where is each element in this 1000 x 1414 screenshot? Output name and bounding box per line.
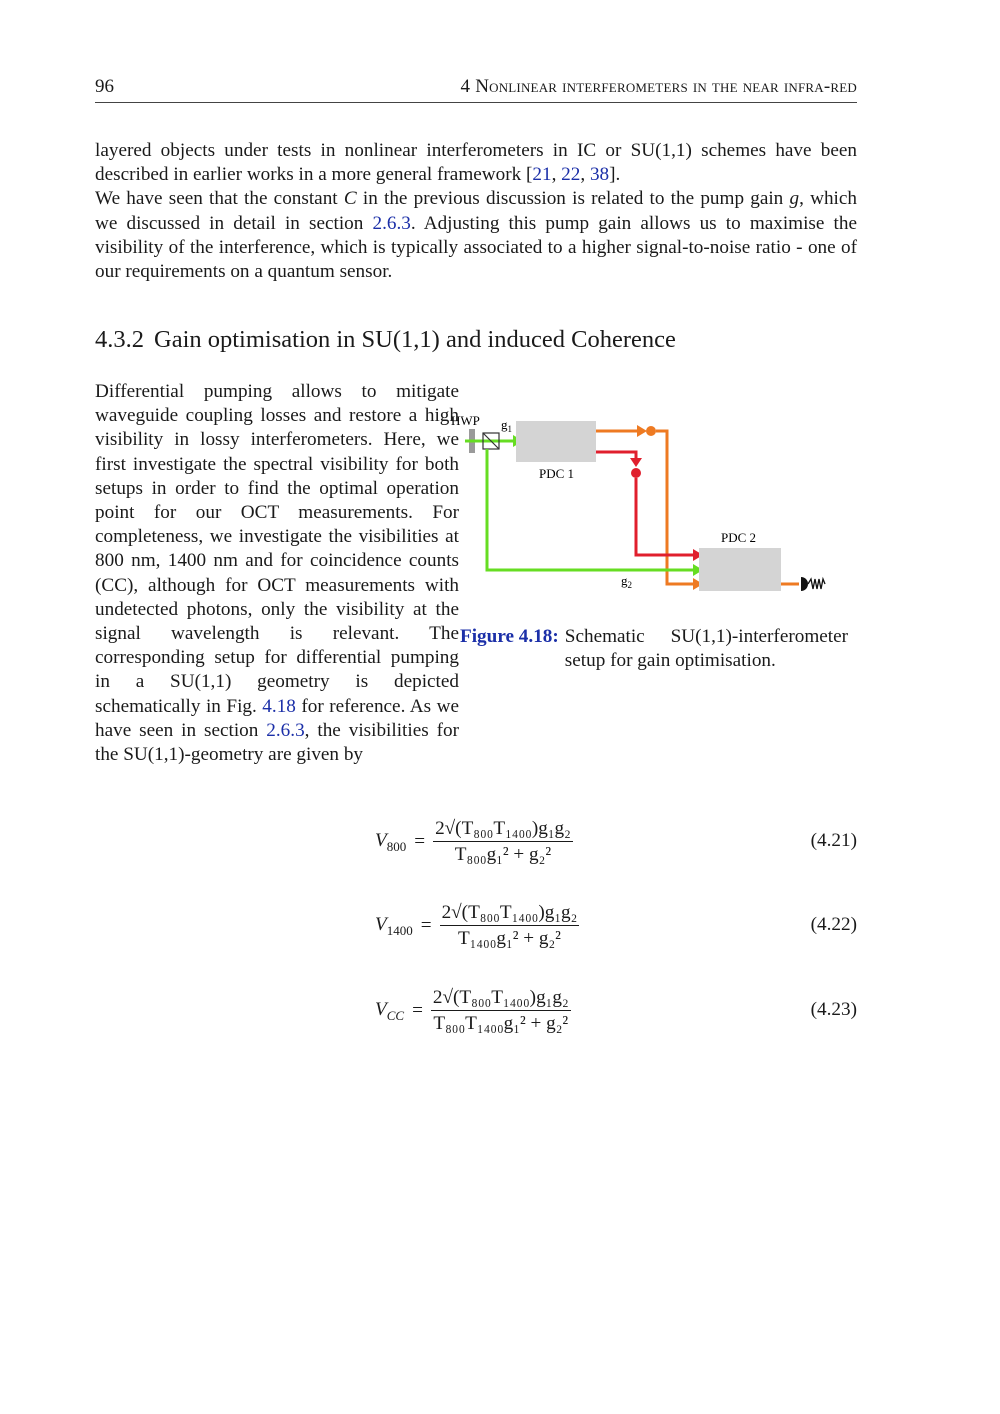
idler-mirror xyxy=(631,468,641,478)
signal-arrow-1 xyxy=(637,425,647,437)
detector-icon xyxy=(801,577,808,591)
pdc1-label: PDC 1 xyxy=(539,466,575,481)
intro-p1-end: ]. xyxy=(609,164,621,186)
page xyxy=(95,0,857,1414)
pdc2-label: PDC 2 xyxy=(721,530,757,545)
idler-arrow-1 xyxy=(630,458,642,467)
idler-beam-path xyxy=(636,478,693,555)
intro-p2-text-a: We have seen that the constant xyxy=(95,188,344,210)
g1-label: $g_1$ xyxy=(501,417,512,434)
equation-number: (4.21) xyxy=(810,830,857,851)
eq-denominator: T₈₀₀g₁² + g₂² xyxy=(454,844,552,865)
eq-denominator: T₈₀₀T₁₄₀₀g₁² + g₂² xyxy=(433,1013,569,1034)
figure-caption-text: Schematic SU(1,1)-interferometer setup for gain optimisation. xyxy=(564,626,848,672)
section-ref-2-6-3-b[interactable]: 2.6.3 xyxy=(266,719,305,741)
intro-paragraph-2 xyxy=(95,187,857,284)
equation-4-23 xyxy=(95,981,857,1041)
eq-numerator: 2√(T₈₀₀T₁₄₀₀)g₁g₂ xyxy=(431,987,571,1011)
intro-paragraph-1: layered objects under tests in nonlinear interferometers in IC or SU(1,1) schemes have been described in earlier works in a more general framework [21, 22, 38]. xyxy=(95,140,857,186)
equation-number: (4.22) xyxy=(810,914,857,935)
eq-sign: = xyxy=(420,915,432,936)
gain-g: g xyxy=(789,188,800,210)
signal-beam-path xyxy=(656,431,693,584)
figure-4-18 xyxy=(451,380,857,720)
setup-schematic xyxy=(451,404,851,624)
eq-fraction xyxy=(431,987,571,1035)
section-heading xyxy=(95,326,676,354)
section-body xyxy=(95,380,857,767)
intro-p2-text-d: . Adjusting this pump gain allows us to maximise the visibility of the interference, which is typically associated to a higher signal-to-noise ratio - one of our requirements on a quantum sensor. xyxy=(95,212,857,283)
pdc2-crystal xyxy=(699,548,781,591)
g2-label: $g_2$ xyxy=(621,573,632,590)
equation-4-21 xyxy=(95,812,857,872)
section-number: 4.3.2 xyxy=(95,326,144,353)
eq-lhs: $V_{800}$ xyxy=(375,829,407,854)
constant-c: C xyxy=(343,188,357,210)
running-header xyxy=(95,76,857,103)
eq-sign: = xyxy=(412,1000,423,1021)
eq-lhs: $V_{CC}$ xyxy=(375,998,405,1023)
citation-22[interactable]: 22 xyxy=(561,164,581,186)
eq-fraction xyxy=(433,818,573,866)
detector-signal-icon xyxy=(808,579,825,589)
hwp-label: HWP xyxy=(451,413,480,428)
pdc1-crystal xyxy=(516,421,596,462)
figure-ref-4-18[interactable]: 4.18 xyxy=(262,695,296,717)
body-text-b: for reference. As we have seen in section xyxy=(95,695,459,741)
chapter-title: 4 Nonlinear interferometers in the near infra-red xyxy=(460,76,857,97)
equation-4-21-math xyxy=(375,812,573,872)
citation-21[interactable]: 21 xyxy=(532,164,552,186)
idler-beam-1 xyxy=(596,452,636,459)
section-title: Gain optimisation in SU(1,1) and induced Coherence xyxy=(154,326,676,353)
equation-4-22 xyxy=(95,896,857,956)
equation-4-22-math xyxy=(375,896,579,956)
eq-numerator: 2√(T₈₀₀T₁₄₀₀)g₁g₂ xyxy=(433,818,573,842)
intro-p1-text: layered objects under tests in nonlinear interferometers in IC or SU(1,1) schemes have been described in earlier works in a more general framework [ xyxy=(95,140,857,186)
eq-numerator: 2√(T₈₀₀T₁₄₀₀)g₁g₂ xyxy=(440,902,580,926)
body-text-c: , the visibilities for the SU(1,1)-geometry are given by xyxy=(95,719,459,766)
pump-beam-path xyxy=(487,449,693,570)
citation-38[interactable]: 38 xyxy=(589,164,610,186)
section-ref-2-6-3[interactable]: 2.6.3 xyxy=(372,212,411,234)
intro-p2-text-c: , which we discussed in detail in section xyxy=(95,188,857,234)
eq-lhs: $V_{1400}$ xyxy=(375,913,413,938)
signal-mirror xyxy=(646,426,656,436)
equation-4-23-math xyxy=(375,981,571,1041)
intro-p2-text-b: in the previous discussion is related to the pump gain xyxy=(356,188,790,210)
eq-sign: = xyxy=(414,831,426,852)
eq-fraction xyxy=(440,902,580,950)
page-number: 96 xyxy=(95,76,114,97)
equation-number: (4.23) xyxy=(810,999,857,1020)
body-text-a: Differential pumping allows to mitigate waveguide coupling losses and restore a high visibility in lossy interferometers. Here, we first investigate the spectral visibility for both setups in order to find the optimal operation point for our OCT measurements. For completeness, we investigate the visibilities at 800 nm, 1400 nm and for coincidence counts (CC), although for OCT measurements with undetected photons, only the visibility at the signal wavelength is relevant. The corresponding setup for differential pumping in a SU(1,1) geometry is depicted schematically in Fig. xyxy=(95,381,459,717)
intro-text xyxy=(95,139,857,284)
eq-denominator: T₁₄₀₀g₁² + g₂² xyxy=(457,928,561,949)
figure-label: Figure 4.18: xyxy=(460,626,559,647)
figure-caption xyxy=(460,625,848,673)
